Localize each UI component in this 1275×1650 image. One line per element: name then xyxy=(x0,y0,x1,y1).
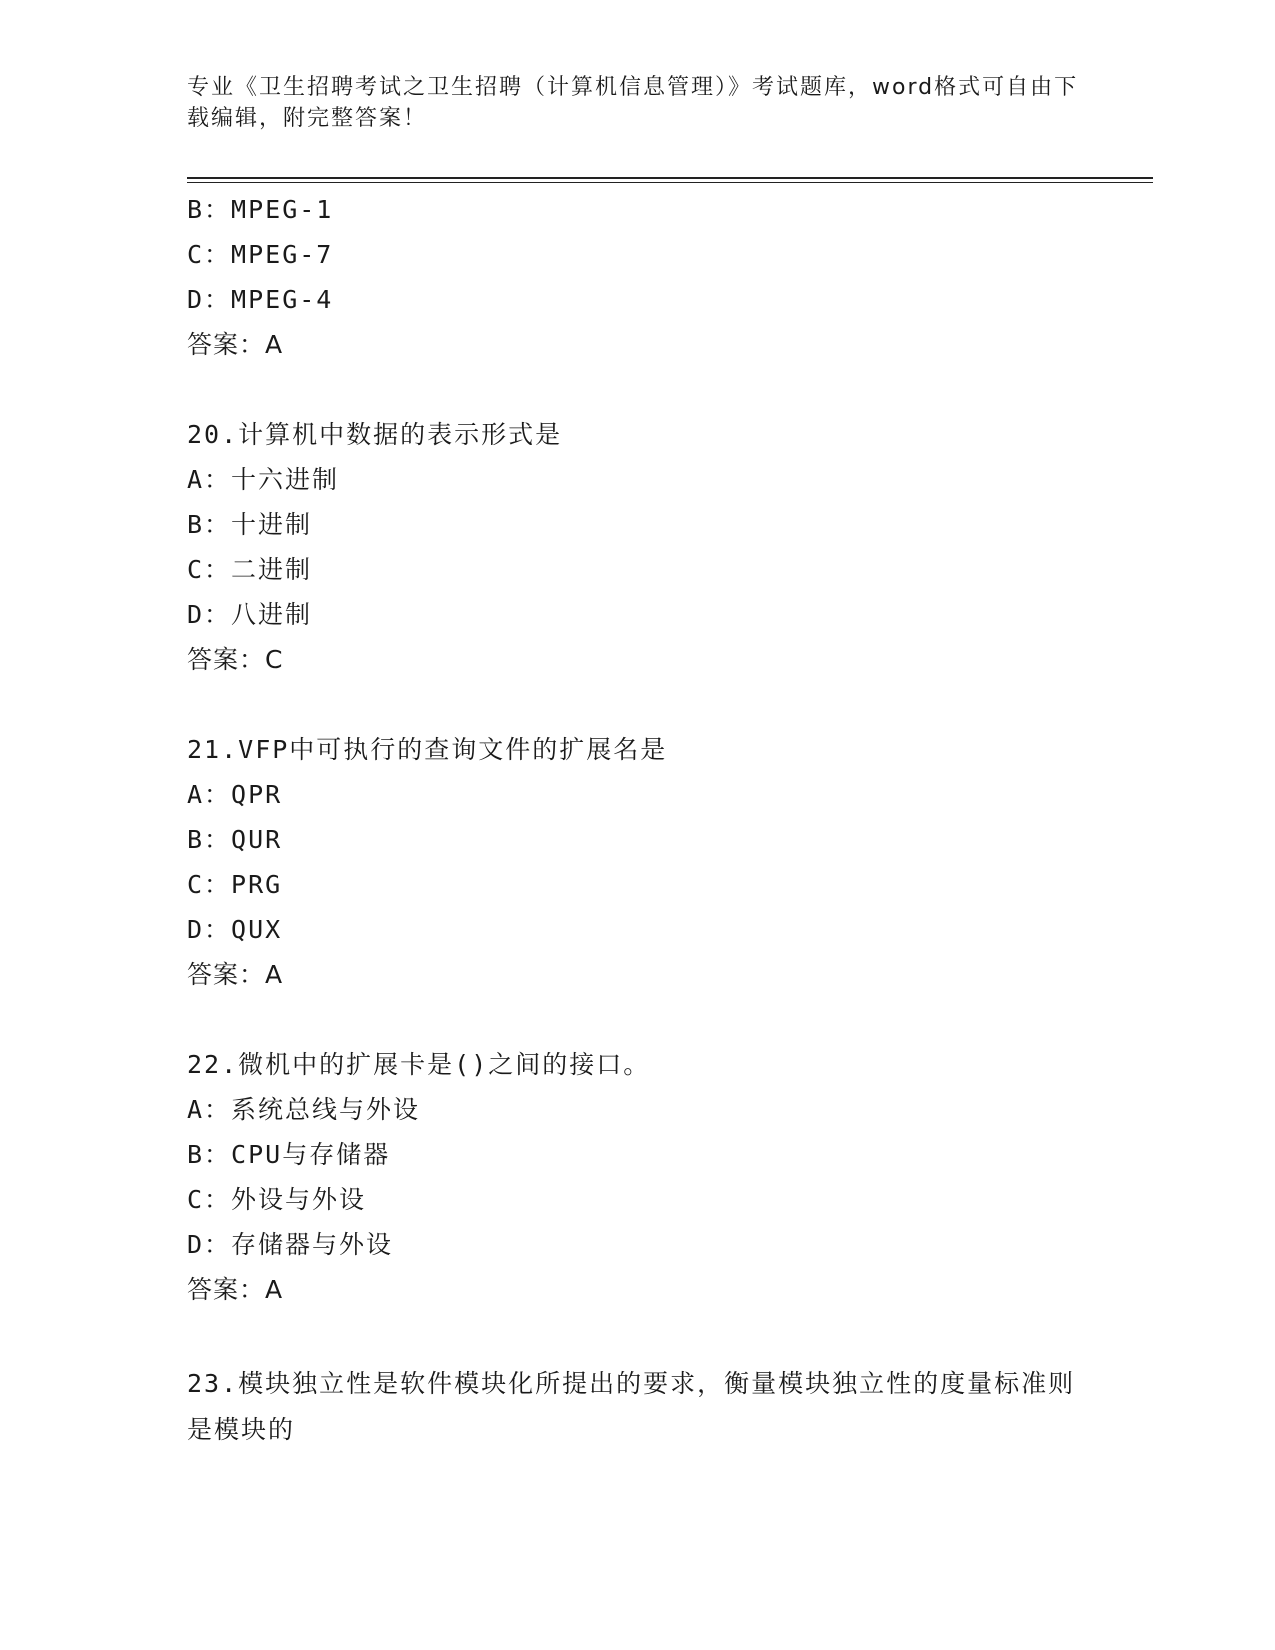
q20-answer: 答案：C xyxy=(187,645,284,674)
q21-option-a: A：QPR xyxy=(187,780,283,809)
q21-option-b: B：QUR xyxy=(187,825,283,854)
q22-option-d: D：存储器与外设 xyxy=(187,1230,394,1259)
document-header: 专业《卫生招聘考试之卫生招聘（计算机信息管理）》考试题库，word格式可自由下载编辑，附完整答案！ xyxy=(187,75,1079,131)
q22-question: 22.微机中的扩展卡是()之间的接口。 xyxy=(187,1050,651,1079)
q20-option-d: D：八进制 xyxy=(187,600,313,629)
q22-option-c: C：外设与外设 xyxy=(187,1185,367,1214)
q21-option-d: D：QUX xyxy=(187,915,283,944)
q19-option-d: D：MPEG-4 xyxy=(187,285,334,314)
q20-option-c: C：二进制 xyxy=(187,555,313,584)
q22-option-a: A：系统总线与外设 xyxy=(187,1095,421,1124)
q19-option-b: B：MPEG-1 xyxy=(187,195,334,224)
header-divider-thick xyxy=(187,177,1153,179)
q22-answer: 答案：A xyxy=(187,1275,284,1304)
q22-option-b: B：CPU与存储器 xyxy=(187,1140,391,1169)
q21-question: 21.VFP中可执行的查询文件的扩展名是 xyxy=(187,735,668,764)
q20-option-a: A：十六进制 xyxy=(187,465,340,494)
q20-question: 20.计算机中数据的表示形式是 xyxy=(187,420,563,449)
q20-option-b: B：十进制 xyxy=(187,510,313,539)
q23-question: 23.模块独立性是软件模块化所提出的要求，衡量模块独立性的度量标准则是模块的 xyxy=(187,1369,1076,1444)
q19-answer: 答案：A xyxy=(187,330,284,359)
q19-option-c: C：MPEG-7 xyxy=(187,240,334,269)
q21-answer: 答案：A xyxy=(187,960,284,989)
q21-option-c: C：PRG xyxy=(187,870,283,899)
header-divider-thin xyxy=(187,182,1153,183)
